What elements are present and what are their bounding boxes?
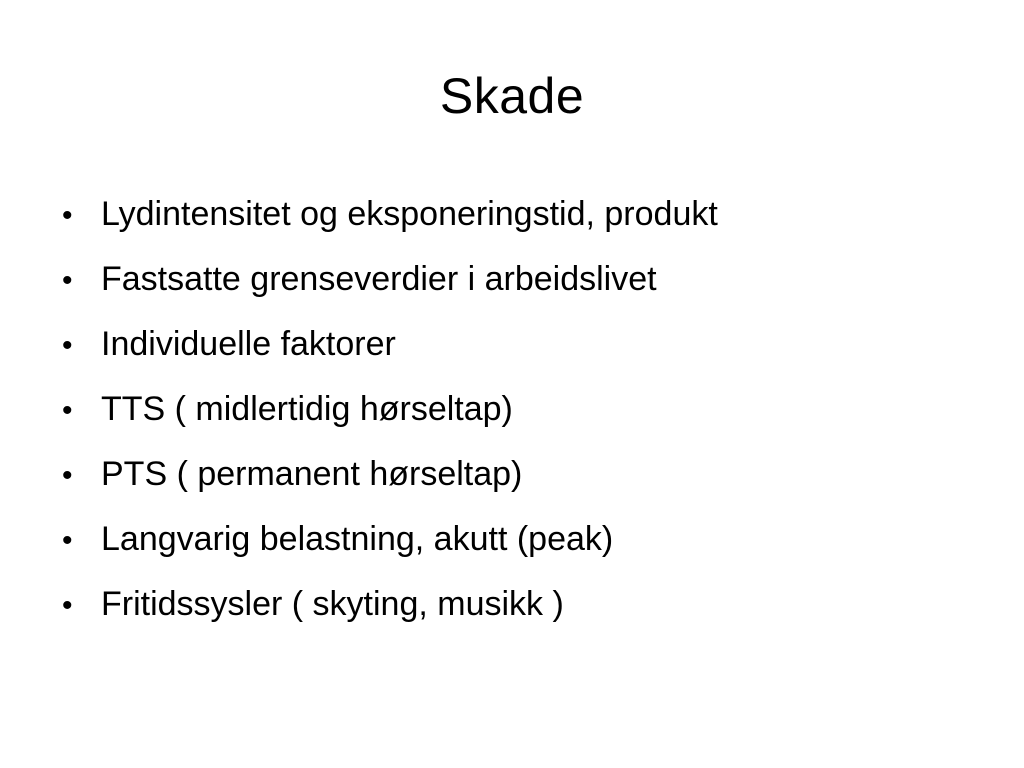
- bullet-icon: •: [62, 394, 73, 427]
- list-item: [62, 318, 982, 383]
- list-item-text: TTS ( midlertidig hørseltap): [101, 390, 513, 428]
- bullet-icon: •: [62, 329, 73, 362]
- list-item: [62, 448, 982, 513]
- list-item-text: Fritidssysler ( skyting, musikk ): [101, 585, 564, 623]
- list-item: [62, 188, 982, 253]
- list-item: [62, 513, 982, 578]
- list-item-text: Langvarig belastning, akutt (peak): [101, 520, 614, 558]
- list-item-text: PTS ( permanent hørseltap): [101, 455, 523, 493]
- list-item: [62, 253, 982, 318]
- slide-title: Skade: [439, 68, 585, 124]
- bullet-icon: •: [62, 589, 73, 622]
- list-item: [62, 383, 982, 448]
- bullet-list: [62, 188, 982, 643]
- bullet-icon: •: [62, 524, 73, 557]
- bullet-icon: •: [62, 199, 73, 232]
- list-item-text: Individuelle faktorer: [101, 325, 396, 363]
- list-item: [62, 578, 982, 643]
- bullet-icon: •: [62, 459, 73, 492]
- list-item-text: Fastsatte grenseverdier i arbeidslivet: [101, 260, 657, 298]
- bullet-icon: •: [62, 264, 73, 297]
- list-item-text: Lydintensitet og eksponeringstid, produkt: [101, 195, 718, 233]
